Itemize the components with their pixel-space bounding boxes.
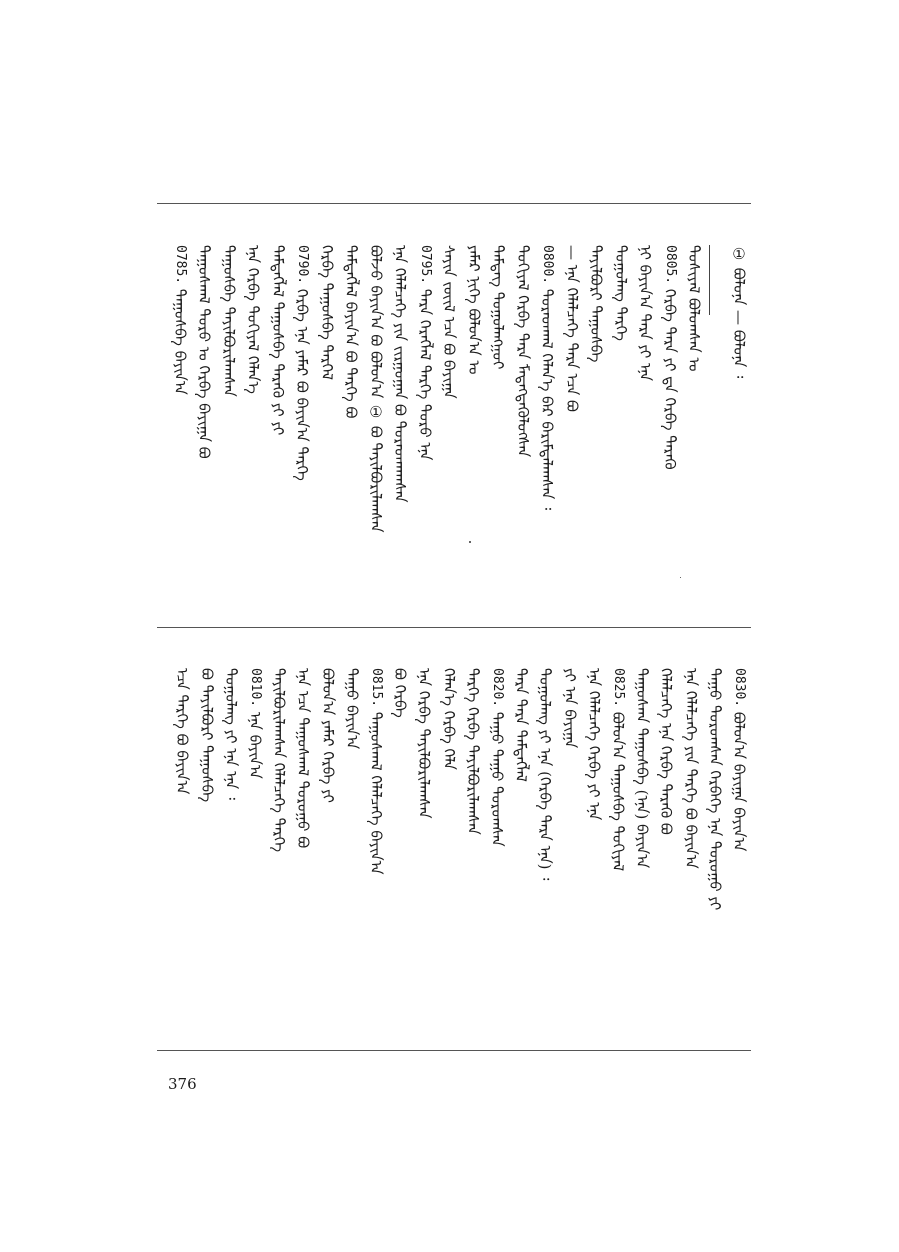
- column-text: ᠡᠨᠡ ᠪᠠᠶᠢᠨ᠎ᠠ: [246, 711, 264, 779]
- text-column: [582, 668, 605, 820]
- column-text: ᠲᠠᠶᠢᠯᠪᠣᠷᠢ ᠳᠠᠭᠤᠰᠪᠠ: [587, 245, 605, 363]
- column-text: ᠪᠣᠯᠣᠨ᠎ᠠ ᠳᠠᠭᠤᠰᠪᠠ ᠲᠣᠬᠢᠶᠠᠯ: [609, 711, 627, 872]
- text-column: [266, 245, 289, 435]
- line-number: 0805.: [663, 245, 678, 285]
- column-text: ᠡᠨᠡ ᠬᠡᠯᠡᠯᠴᠡᠭᠡ ᠶᠢᠨ ᠲᠡᠷᠭᠡ ᠪᠣ ᠪᠠᠶᠢᠨ᠎ᠠ: [682, 668, 700, 869]
- text-column: [533, 668, 556, 880]
- text-column: [682, 245, 705, 371]
- column-text: ᠡᠨᠡ ᠬᠡᠯᠡᠯᠴᠡᠭᠡ ᠬᠡᠷᠪᠡ ᠶᠢ ᠡᠨᠡ: [585, 668, 603, 821]
- column-text: ᠡᠨᠡ ᠬᠡᠯᠡᠯᠴᠡᠭᠡ ᠶᠢᠨ ᠵᠢᠷᠭᠤᠭᠠᠨ ᠪᠣ ᠳᠤᠷᠠᠳᠬᠠᠭᠰᠠᠨ: [391, 245, 409, 503]
- column-text: ᠳᠠᠭᠤᠰᠪᠠ ᠲᠠᠶᠢᠯᠪᠣᠷᠢᠯᠠᠭᠰᠠᠨ: [220, 245, 238, 397]
- text-column: [461, 668, 484, 835]
- text-column: [243, 668, 267, 779]
- column-text: ᠳᠠᠭᠤᠰᠬᠠᠯ ᠳᠣᠷᠣ ᠣ ᠬᠡᠷᠪᠡ ᠪᠠᠶᠢᠭᠠ ᠪᠣ: [195, 245, 213, 459]
- column-text: ᠨᠢ ᠪᠠᠶᠢᠨ᠎ᠠ ᠲᠡᠷᠡ ᠶᠢ ᠡᠨᠡ: [636, 245, 654, 382]
- line-number: 0830.: [732, 668, 747, 708]
- text-column: [727, 668, 751, 851]
- top-rule: [157, 203, 751, 204]
- text-column: [584, 245, 607, 362]
- text-column: [364, 668, 388, 875]
- stray-mark: [680, 577, 681, 578]
- text-column: [290, 245, 314, 481]
- text-column: [462, 245, 485, 374]
- column-text: ᠳᠠᠭᠤ ᠳᠣᠷᠣᠭᠰᠠᠨ ᠬᠡᠷᠪᠡᠭᠡ ᠡᠨᠡ ᠳᠣᠷᠣᠭᠤ ᠶᠢ: [706, 668, 724, 911]
- footnote: ① ᠪᠣᠯᠣᠨᠠ — ᠪᠣᠯᠤᠨᠠ ᠄: [730, 245, 748, 379]
- column-text: ᠳᠣᠭᠣᠯᠠᠩ ᠶᠢ ᠡᠨᠡ ᠡᠨᠡ ᠄: [222, 668, 240, 800]
- column-text: ᠲᠣᠬᠢᠶᠠᠯ ᠬᠡᠷᠪᠡ ᠲᠡᠷᠡ ᠮᠡᠳᠡᠭᠳᠡᠭᠦᠯᠦᠭᠰᠡᠨ: [514, 245, 532, 458]
- column-text: ᠳᠠᠭᠤ ᠳᠠᠭᠤ ᠳᠣᠷᠣᠭᠰᠠᠨ: [488, 711, 506, 847]
- column-text: ᠬᠡᠯᠡᠯᠴᠡᠭᠡ ᠡᠨᠡ ᠬᠡᠷᠪᠡ ᠲᠡᠷᠡᠭᠦ ᠪᠣ: [657, 668, 675, 835]
- text-column: [340, 668, 363, 749]
- column-text: ᠶᠢ ᠡᠨᠡ ᠪᠠᠶᠢᠭᠠ: [561, 668, 579, 749]
- text-column: [509, 668, 532, 782]
- line-number: 0790.: [295, 245, 310, 285]
- text-column: [560, 245, 583, 412]
- column-text: ᠪᠣᠯᠣᠨ᠎ᠠ ᠶᠠᠮᠠᠷ ᠬᠡᠷᠪᠡ ᠶᠢ: [319, 668, 337, 803]
- column-text: ᠪᠣ ᠲᠠᠶᠢᠯᠪᠣᠷᠢ ᠳᠠᠭᠤᠰᠪᠠ: [198, 668, 216, 803]
- stray-mark: [469, 541, 471, 543]
- text-column: [485, 668, 509, 847]
- column-text: ᠲᠡᠮᠳᠡᠭᠯᠡᠯ ᠪᠠᠶᠢᠨ᠎ᠠ ᠪᠣ ᠲᠡᠷᠭᠡ ᠪᠣ: [342, 245, 360, 419]
- column-text: ᠪᠣᠯᠵᠣ ᠪᠠᠶᠢᠨ᠎ᠠ ᠪᠣ ᠪᠣᠯᠣᠨ᠎ᠠ ① ᠪᠣ ᠲᠠᠶᠢᠯᠪᠣᠷᠢᠯᠠᠭᠰᠠᠨ: [367, 245, 385, 533]
- text-column: [241, 245, 264, 394]
- text-column: [195, 668, 218, 802]
- text-column: [192, 245, 215, 459]
- column-text: ᠳᠠᠭᠤᠰᠪᠠ ᠪᠠᠶᠢᠨ᠎ᠠ: [171, 288, 189, 395]
- column-text: ᠳᠠᠭᠤ ᠪᠠᠶᠢᠨ᠎ᠠ: [343, 668, 361, 750]
- line-number: 0810.: [248, 668, 263, 708]
- column-text: ᠲᠡᠮᠳᠡᠭ ᠳᠣᠭᠣᠯᠠᠩᠭᠤᠢ: [489, 245, 507, 370]
- text-column: [511, 245, 534, 457]
- text-column: [558, 668, 581, 748]
- middle-rule: [157, 627, 751, 628]
- line-number: 0825.: [611, 668, 626, 708]
- line-number: 0785.: [173, 245, 188, 285]
- column-text: ᠰᠠᠶᠢᠨ ᠵᠦᠢᠯ ᠡᠴᠡ ᠪᠣ ᠪᠠᠶᠢᠭᠠ: [440, 245, 458, 399]
- bottom-rule: [157, 1050, 751, 1051]
- text-column: [267, 668, 290, 852]
- line-number: 0820.: [490, 668, 505, 708]
- footnote-separator: [709, 245, 710, 315]
- line-number: 0795.: [418, 245, 433, 285]
- text-column: [217, 245, 240, 397]
- column-text: ᠡᠨᠡ ᠬᠡᠷᠪᠡ ᠲᠣᠬᠢᠶᠠᠯ ᠬᠡᠯᠡᠨ᠎ᠡ: [244, 245, 262, 394]
- column-text: ᠡᠴᠡ ᠲᠡᠷᠭᠡ ᠪᠣ ᠪᠠᠶᠢᠨ᠎ᠠ: [173, 668, 191, 795]
- column-text: ᠳᠣᠭᠣᠯᠠᠩ ᠶᠢ ᠡᠨᠡ (ᠬᠡᠷᠪᠡ ᠲᠡᠷᠡ ᠡᠨᠡ) ᠄: [536, 668, 554, 881]
- text-column: [339, 245, 362, 418]
- text-column: [364, 245, 387, 533]
- column-text: ᠬᠡᠷᠪᠡ ᠡᠨᠡ ᠶᠠᠮᠠᠷ ᠪᠣ ᠪᠠᠶᠢᠨ᠎ᠠ ᠲᠡᠷᠭᠡ: [293, 288, 311, 481]
- text-column: [630, 668, 653, 868]
- text-column: [219, 668, 242, 800]
- text-column: [413, 245, 437, 460]
- text-column: [388, 245, 411, 503]
- column-text: ᠪᠣ ᠬᠡᠷᠪᠡ: [391, 668, 409, 718]
- page-number: 376: [168, 1075, 197, 1093]
- column-text: ᠲᠠᠶᠢᠯᠪᠣᠷᠢᠯᠠᠭᠰᠠᠨ ᠬᠡᠯᠡᠯᠴᠡᠭᠡ ᠲᠡᠷᠭᠡ: [270, 668, 288, 853]
- text-column: [658, 245, 682, 470]
- text-column: [291, 668, 314, 848]
- column-text: ᠬᠡᠯᠡᠨ᠎ᠡ ᠬᠡᠷᠪᠡ ᠬᠡᠯᠡ: [440, 668, 458, 770]
- text-column: [703, 668, 726, 910]
- text-column: [633, 245, 656, 381]
- column-text: ᠳᠤᠷᠠᠳᠬᠠᠯ ᠬᠡᠯᠡᠨ᠎ᠡ ᠪᠡᠷ ᠪᠠᠷᠢᠮᠲᠠᠯᠠᠭᠰᠠᠨ ᠄: [538, 288, 556, 511]
- column-text: ᠳᠠᠭᠤᠰᠬᠠᠯ ᠬᠡᠯᠡᠯᠴᠡᠭᠡ ᠪᠠᠶᠢᠨ᠎ᠠ: [367, 711, 385, 875]
- text-column: [609, 245, 632, 341]
- column-text: — ᠡᠨᠡ ᠬᠡᠯᠡᠯᠴᠡᠭᠡ ᠲᠡᠷᠡ ᠡᠴᠡ ᠪᠣ: [563, 245, 581, 413]
- column-text: ᠳᠣᠰᠢᠶᠠᠯ ᠪᠣᠯᠤᠭᠰᠠᠨ ᠤ: [685, 245, 703, 372]
- column-text: ᠳᠣᠭᠣᠯᠠᠩ ᠲᠡᠷᠭᠡ: [612, 245, 630, 341]
- text-column: [535, 245, 559, 510]
- text-column: [606, 668, 630, 871]
- text-column: [437, 668, 460, 770]
- column-text: ᠳᠠᠭᠤᠰᠬᠠ ᠳᠠᠭᠤᠰᠪᠠ (ᠡᠨᠡ) ᠪᠠᠶᠢᠨ᠎ᠠ: [633, 668, 651, 869]
- column-text: ᠶᠠᠮᠠᠷ ᠨᠢᠭᠡ ᠪᠣᠯᠣᠨ᠎ᠠ ᠤ: [465, 245, 483, 375]
- column-text: ᠬᠡᠷᠪᠡ ᠲᠡᠷᠡ ᠶᠢ ᠳᠠ ᠬᠡᠷᠪᠡ ᠲᠡᠷᠡᠭᠦ: [661, 288, 679, 470]
- text-column: [316, 668, 339, 803]
- text-column: [654, 668, 677, 835]
- text-column: [412, 668, 435, 819]
- column-text: ᠬᠡᠷᠪᠡ ᠳᠠᠭᠤᠰᠪᠠ ᠲᠡᠷᠭᠡᠯ: [318, 245, 336, 380]
- text-column: [437, 245, 460, 399]
- column-text: ᠲᠡᠷᠡ ᠬᠡᠷᠡᠭᠯᠡᠯ ᠲᠡᠷᠭᠡ ᠳᠣᠷᠣ ᠡᠨᠡ: [416, 288, 434, 461]
- column-text: ᠲᠡᠷᠭᠡ ᠬᠡᠷᠪᠡ ᠲᠠᠶᠢᠯᠪᠣᠷᠢᠯᠠᠭᠰᠠᠨ: [464, 668, 482, 835]
- text-column: [679, 668, 702, 869]
- line-number: 0800.: [540, 245, 555, 285]
- column-text: ᠲᠡᠷᠡ ᠲᠡᠷᠡ ᠲᠡᠮᠳᠡᠭᠯᠡᠯ: [512, 668, 530, 782]
- text-column: [168, 245, 192, 395]
- column-text: ᠡᠨᠡ ᠬᠡᠷᠪᠡ ᠲᠠᠶᠢᠯᠪᠣᠷᠢᠯᠠᠭᠰᠠᠨ: [415, 668, 433, 819]
- column-text: ᠡᠨᠡ ᠡᠴᠡ ᠳᠠᠭᠤᠰᠬᠠᠯ ᠳᠣᠷᠣᠭᠤ ᠪᠣ: [294, 668, 312, 849]
- column-text: ᠪᠣᠯᠣᠨ᠎ᠠ ᠪᠠᠶᠢᠭᠠ ᠪᠠᠶᠢᠨ᠎ᠠ: [730, 711, 748, 852]
- line-number: 0815.: [369, 668, 384, 708]
- text-column: [486, 245, 509, 369]
- text-column: [170, 668, 193, 794]
- column-text: ᠲᠡᠮᠳᠡᠭᠯᠡᠯ ᠳᠠᠭᠤᠰᠪᠠ ᠲᠡᠷᠡᠭᠦ ᠶᠢ ᠶᠢ: [269, 245, 287, 436]
- text-column: [315, 245, 338, 380]
- text-column: [388, 668, 411, 718]
